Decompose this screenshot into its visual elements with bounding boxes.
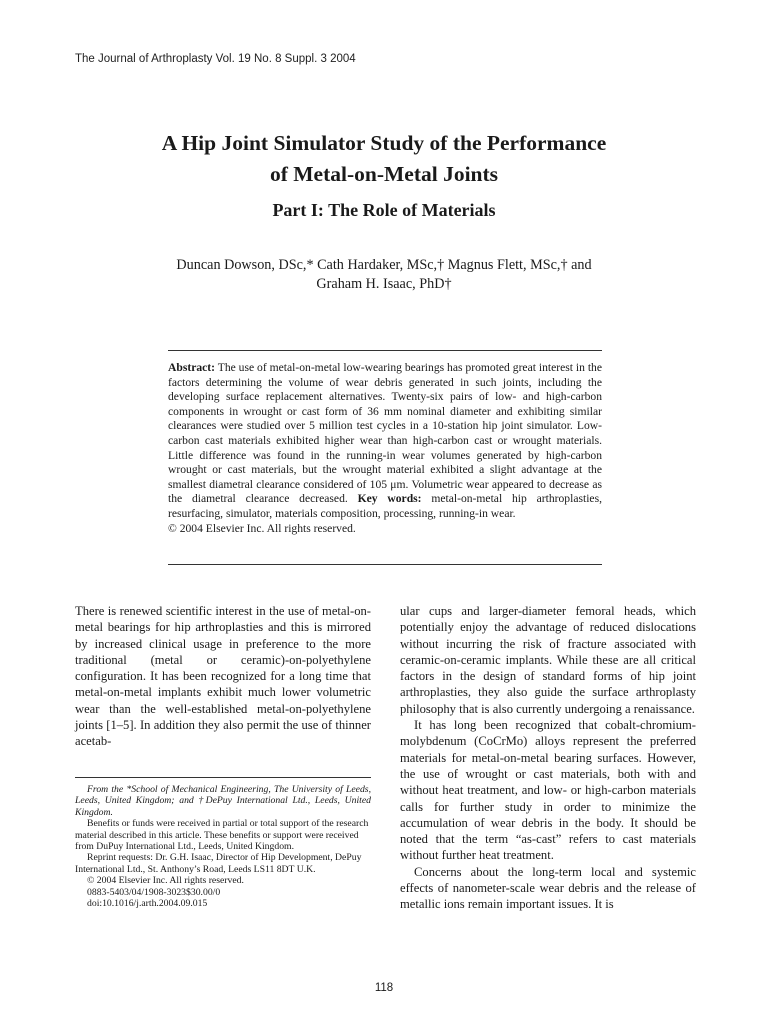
page-number: 118 <box>374 982 394 994</box>
footnote-affiliation: From the *School of Mechanical Engineering, The University of Leeds, Leeds, United Kingdom; and †DePuy International Ltd., Leeds, United Kingdom. <box>75 784 371 818</box>
article-subtitle: Part I: The Role of Materials <box>272 200 496 220</box>
keywords-label: Key words: <box>357 492 422 506</box>
abstract-copyright: © 2004 Elsevier Inc. All rights reserved. <box>168 521 356 535</box>
body-column-right <box>400 603 696 913</box>
title-line-1: A Hip Joint Simulator Study of the Performance <box>161 131 607 155</box>
abstract-block <box>168 361 602 536</box>
body-paragraph: It has long been recognized that cobalt-chromium-molybdenum (CoCrMo) alloys represent the preferred materials for metal-on-metal bearing surfaces. However, the use of wrought or cast materials, both with and without heat treatment, and low- or high-carbon materials calls for further study in order to minimize the accumulation of wear debris in the body. It should be noted that the term “as-cast” refers to cast materials without further heat treatment. <box>400 718 696 863</box>
footnote-copyright: © 2004 Elsevier Inc. All rights reserved. <box>87 875 244 887</box>
author-list <box>100 256 668 294</box>
keywords-text: metal-on-metal hip arthroplasties, resurfacing, simulator, materials composition, processing, running-in wear. <box>168 492 602 520</box>
body-paragraph: ular cups and larger-diameter femoral heads, which potentially enjoy the advantage of reduced dislocations without incurring the risk of fracture associated with ceramic-on-ceramic implants. While these are all critical factors in the design of standard forms of hip joint arthroplasties, they also guide the surface arthroplasty philosophy that is also currently undergoing a renaissance. <box>400 604 696 716</box>
body-column-left <box>75 603 371 750</box>
journal-citation: The Journal of Arthroplasty Vol. 19 No. 8 Suppl. 3 2004 <box>75 53 356 65</box>
abstract-top-rule <box>168 350 602 351</box>
abstract-text: The use of metal-on-metal low-wearing bearings has promoted great interest in the factors determining the volume of wear debris generated in such joints, including the developing surface replacement alternatives. Twenty-six pairs of low- and high-carbon components in wrought or cast form of 36 mm nominal diameter and exhibiting similar clearances were studied over 5 million test cycles in a 10-station hip joint simulator. Low-carbon cast materials exhibited higher wear than high-carbon cast or wrought materials. Little difference was found in the running-in wear volumes generated by high-carbon wrought or cast materials, but the wrought material exhibited a slight advantage at the smallest diametral clearance considered of 105 μm. Volumetric wear appeared to decrease as the diametral clearance decreased. <box>168 361 602 506</box>
footnotes <box>75 784 371 909</box>
body-paragraph: There is renewed scientific interest in the use of metal-on-metal bearings for hip arthroplasties and this is mirrored by increased clinical usage in preference to the more traditional (metal or ceramic)-on-polyethylene configuration. It has been recognized for a long time that metal-on-metal implants exhibit much lower volumetric wear than the well-established metal-on-polyethylene joints [1–5]. In addition they also permit the use of thinner acetab- <box>75 604 371 749</box>
footnote-doi: doi:10.1016/j.arth.2004.09.015 <box>87 898 208 910</box>
footnote-rule <box>75 777 371 778</box>
title-line-2: of Metal-on-Metal Joints <box>269 162 499 186</box>
authors-line-1: Duncan Dowson, DSc,* Cath Hardaker, MSc,† Magnus Flett, MSc,† and <box>176 257 592 273</box>
footnote-issn: 0883-5403/04/1908-3023$30.00/0 <box>87 886 221 898</box>
authors-line-2: Graham H. Isaac, PhD† <box>316 276 452 292</box>
footnote-reprint: Reprint requests: Dr. G.H. Isaac, Director of Hip Development, DePuy International Ltd., St. Anthony’s Road, Leeds LS11 8DT U.K. <box>75 852 362 875</box>
abstract-label: Abstract: <box>168 361 216 374</box>
article-title <box>60 128 708 190</box>
body-paragraph: Concerns about the long-term local and systemic effects of nanometer-scale wear debris and the release of metallic ions remain important issues. It is <box>400 864 696 912</box>
abstract-bottom-rule <box>168 564 602 565</box>
footnote-funding: Benefits or funds were received in partial or total support of the research material described in this article. These benefits or support were received from DuPuy International Ltd., Leeds, United Kingdom. <box>75 818 369 853</box>
